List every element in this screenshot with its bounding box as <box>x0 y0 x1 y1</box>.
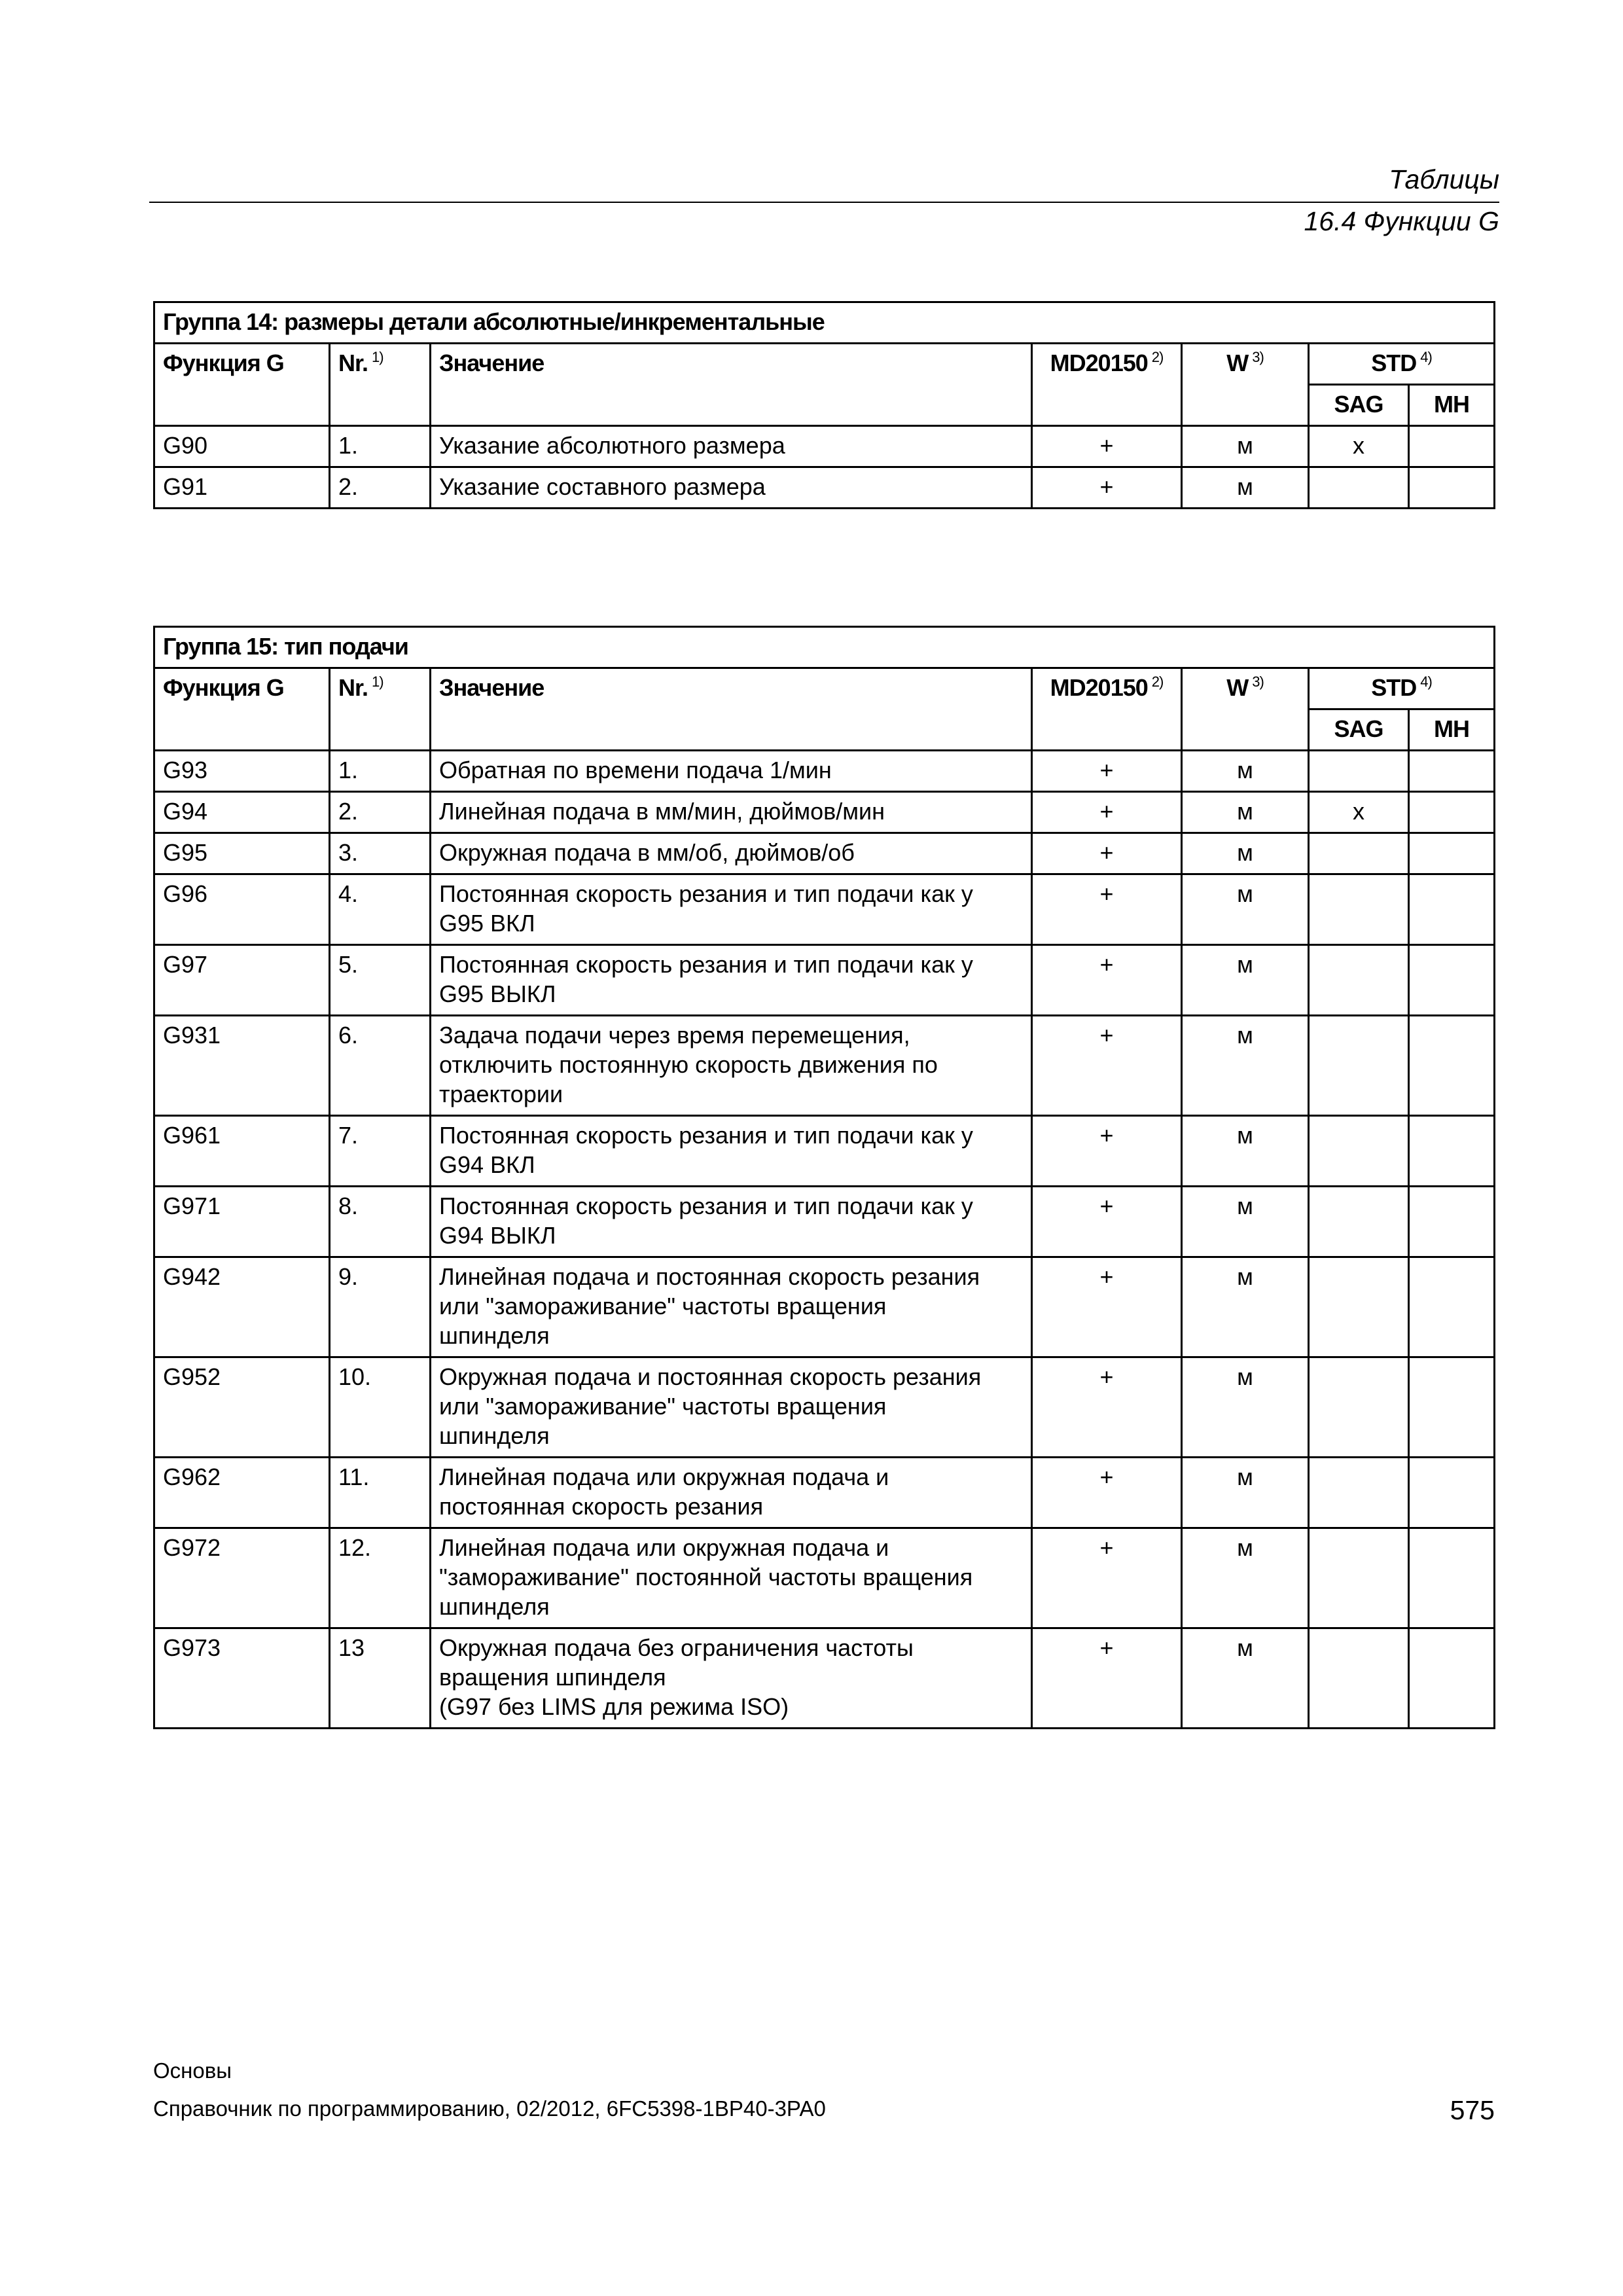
column-header-sag: SAG <box>1309 385 1409 426</box>
cell-md20150: + <box>1032 751 1182 792</box>
meaning-line: траектории <box>439 1081 563 1107</box>
cell-md20150: + <box>1032 833 1182 874</box>
cell-md20150: + <box>1032 1016 1182 1116</box>
cell-meaning <box>431 945 1032 1016</box>
cell-function: G96 <box>154 874 330 945</box>
cell-nr: 13 <box>330 1628 431 1729</box>
cell-nr: 9. <box>330 1257 431 1357</box>
table-row <box>154 1116 1495 1187</box>
cell-nr: 4. <box>330 874 431 945</box>
meaning-line: (G97 без LIMS для режима ISO) <box>439 1693 789 1720</box>
meaning-line: Линейная подача или окружная подача и <box>439 1534 889 1561</box>
meaning-line: Постоянная скорость резания и тип подачи как у <box>439 880 973 907</box>
meaning-line: "замораживание" постоянной частоты вращения <box>439 1564 973 1590</box>
cell-meaning <box>431 833 1032 874</box>
cell-md20150: + <box>1032 792 1182 833</box>
table-title: Группа 15: тип подачи <box>154 627 1495 668</box>
footnote-ref: 3) <box>1252 349 1264 365</box>
meaning-line: Постоянная скорость резания и тип подачи как у <box>439 1193 973 1219</box>
column-header-function: Функция G <box>154 344 330 426</box>
table-row <box>154 467 1495 509</box>
cell-nr: 8. <box>330 1187 431 1257</box>
cell-nr: 2. <box>330 467 431 509</box>
meaning-line: или "замораживание" частоты вращения <box>439 1393 887 1420</box>
meaning-line: G94 ВКЛ <box>439 1151 535 1178</box>
footnote-ref: 2) <box>1151 673 1164 690</box>
cell-sag <box>1309 1116 1409 1187</box>
running-header-subtitle: 16.4 Функции G <box>1304 206 1499 236</box>
cell-nr: 1. <box>330 751 431 792</box>
column-header-w: W $^{3)}$ <box>1182 668 1309 751</box>
cell-mh <box>1409 1357 1495 1458</box>
cell-function: G973 <box>154 1628 330 1729</box>
meaning-line: G94 ВЫКЛ <box>439 1222 556 1249</box>
cell-mh <box>1409 945 1495 1016</box>
cell-w: м <box>1182 1257 1309 1357</box>
meaning-line: шпинделя <box>439 1593 550 1620</box>
cell-w: м <box>1182 751 1309 792</box>
column-header-nr: Nr. $^{1)}$ <box>330 668 431 751</box>
cell-function: G931 <box>154 1016 330 1116</box>
cell-nr: 11. <box>330 1458 431 1528</box>
footer-doc-info: Справочник по программированию, 02/2012, 6FC5398-1BP40-3PA0 <box>153 2096 826 2121</box>
cell-md20150: + <box>1032 1257 1182 1357</box>
cell-sag: x <box>1309 792 1409 833</box>
cell-mh <box>1409 751 1495 792</box>
cell-mh <box>1409 426 1495 467</box>
cell-mh <box>1409 792 1495 833</box>
cell-w: м <box>1182 467 1309 509</box>
table-row <box>154 1528 1495 1628</box>
running-header-title: Таблицы <box>149 160 1499 203</box>
cell-meaning <box>431 792 1032 833</box>
cell-mh <box>1409 1016 1495 1116</box>
cell-sag <box>1309 1016 1409 1116</box>
cell-md20150: + <box>1032 1187 1182 1257</box>
cell-mh <box>1409 1187 1495 1257</box>
cell-w: м <box>1182 1528 1309 1628</box>
footnote-ref: 1) <box>372 673 383 690</box>
cell-meaning <box>431 1116 1032 1187</box>
cell-function: G952 <box>154 1357 330 1458</box>
column-header-sag: SAG <box>1309 709 1409 751</box>
meaning-line: постоянная скорость резания <box>439 1493 764 1520</box>
cell-mh <box>1409 1116 1495 1187</box>
cell-w: м <box>1182 1458 1309 1528</box>
table-row <box>154 1458 1495 1528</box>
cell-md20150: + <box>1032 426 1182 467</box>
meaning-line: Линейная подача или окружная подача и <box>439 1463 889 1490</box>
cell-mh <box>1409 1458 1495 1528</box>
table-title: Группа 14: размеры детали абсолютные/инкрементальные <box>154 302 1495 344</box>
gfunction-table-group-14 <box>153 301 1495 509</box>
cell-meaning: Указание составного размера <box>431 467 1032 509</box>
meaning-line: Задача подачи через время перемещения, <box>439 1022 910 1049</box>
table-row <box>154 874 1495 945</box>
meaning-line: Линейная подача и постоянная скорость резания <box>439 1263 980 1290</box>
meaning-line: Окружная подача без ограничения частоты <box>439 1634 914 1661</box>
column-header-std: STD $^{4)}$ <box>1309 668 1495 709</box>
cell-meaning <box>431 1628 1032 1729</box>
column-header-w: W $^{3)}$ <box>1182 344 1309 426</box>
cell-w: м <box>1182 1357 1309 1458</box>
meaning-line: G95 ВЫКЛ <box>439 980 556 1007</box>
footnote-ref: 1) <box>372 349 383 365</box>
meaning-line: Линейная подача в мм/мин, дюймов/мин <box>439 798 885 825</box>
cell-function: G942 <box>154 1257 330 1357</box>
cell-sag <box>1309 945 1409 1016</box>
table-row <box>154 1187 1495 1257</box>
cell-meaning <box>431 874 1032 945</box>
cell-function: G972 <box>154 1528 330 1628</box>
table-row <box>154 945 1495 1016</box>
cell-w: м <box>1182 426 1309 467</box>
cell-meaning <box>431 1357 1032 1458</box>
cell-w: м <box>1182 874 1309 945</box>
table-row <box>154 751 1495 792</box>
column-header-nr: Nr. $^{1)}$ <box>330 344 431 426</box>
table-row <box>154 833 1495 874</box>
footnote-ref: 4) <box>1420 349 1432 365</box>
column-header-meaning: Значение <box>431 668 1032 751</box>
footnote-ref: 2) <box>1151 349 1164 365</box>
meaning-line: Постоянная скорость резания и тип подачи как у <box>439 951 973 978</box>
cell-meaning <box>431 1016 1032 1116</box>
table-row <box>154 426 1495 467</box>
cell-nr: 1. <box>330 426 431 467</box>
cell-w: м <box>1182 1116 1309 1187</box>
table-row <box>154 1257 1495 1357</box>
footnote-ref: 4) <box>1420 673 1432 690</box>
cell-sag <box>1309 467 1409 509</box>
meaning-line: Обратная по времени подача 1/мин <box>439 757 832 783</box>
meaning-line: Окружная подача в мм/об, дюймов/об <box>439 839 855 866</box>
column-header-std: STD $^{4)}$ <box>1309 344 1495 385</box>
cell-nr: 6. <box>330 1016 431 1116</box>
meaning-line: шпинделя <box>439 1422 550 1449</box>
cell-function: G91 <box>154 467 330 509</box>
cell-function: G971 <box>154 1187 330 1257</box>
cell-md20150: + <box>1032 945 1182 1016</box>
cell-sag: x <box>1309 426 1409 467</box>
cell-md20150: + <box>1032 1458 1182 1528</box>
cell-nr: 3. <box>330 833 431 874</box>
cell-function: G90 <box>154 426 330 467</box>
cell-mh <box>1409 1257 1495 1357</box>
table-row <box>154 792 1495 833</box>
meaning-line: Постоянная скорость резания и тип подачи как у <box>439 1122 973 1149</box>
footnote-ref: 3) <box>1252 673 1264 690</box>
cell-w: м <box>1182 792 1309 833</box>
cell-sag <box>1309 1528 1409 1628</box>
table-row <box>154 1357 1495 1458</box>
cell-md20150: + <box>1032 1528 1182 1628</box>
cell-md20150: + <box>1032 1357 1182 1458</box>
cell-w: м <box>1182 1187 1309 1257</box>
cell-w: м <box>1182 945 1309 1016</box>
cell-sag <box>1309 1628 1409 1729</box>
cell-function: G962 <box>154 1458 330 1528</box>
cell-function: G93 <box>154 751 330 792</box>
column-header-md: MD20150 $^{2)}$ <box>1032 668 1182 751</box>
table-row <box>154 1628 1495 1729</box>
cell-meaning <box>431 1528 1032 1628</box>
cell-w: м <box>1182 1016 1309 1116</box>
column-header-function: Функция G <box>154 668 330 751</box>
footer-book-title: Основы <box>153 2058 232 2083</box>
cell-sag <box>1309 1357 1409 1458</box>
cell-mh <box>1409 833 1495 874</box>
cell-md20150: + <box>1032 1116 1182 1187</box>
cell-function: G95 <box>154 833 330 874</box>
cell-mh <box>1409 1628 1495 1729</box>
cell-meaning <box>431 751 1032 792</box>
cell-w: м <box>1182 833 1309 874</box>
cell-mh <box>1409 874 1495 945</box>
cell-meaning <box>431 1257 1032 1357</box>
meaning-line: отключить постоянную скорость движения по <box>439 1051 938 1078</box>
cell-sag <box>1309 874 1409 945</box>
cell-sag <box>1309 1458 1409 1528</box>
cell-mh <box>1409 1528 1495 1628</box>
cell-meaning <box>431 1187 1032 1257</box>
column-header-mh: MH <box>1409 709 1495 751</box>
cell-sag <box>1309 1187 1409 1257</box>
cell-function: G961 <box>154 1116 330 1187</box>
cell-md20150: + <box>1032 467 1182 509</box>
cell-w: м <box>1182 1628 1309 1729</box>
cell-nr: 10. <box>330 1357 431 1458</box>
cell-nr: 5. <box>330 945 431 1016</box>
column-header-md: MD20150 $^{2)}$ <box>1032 344 1182 426</box>
cell-function: G94 <box>154 792 330 833</box>
column-header-mh: MH <box>1409 385 1495 426</box>
cell-md20150: + <box>1032 874 1182 945</box>
cell-md20150: + <box>1032 1628 1182 1729</box>
cell-sag <box>1309 751 1409 792</box>
table-row <box>154 1016 1495 1116</box>
cell-sag <box>1309 833 1409 874</box>
gfunction-table-group-15 <box>153 626 1495 1729</box>
cell-sag <box>1309 1257 1409 1357</box>
cell-nr: 12. <box>330 1528 431 1628</box>
meaning-line: шпинделя <box>439 1322 550 1349</box>
meaning-line: или "замораживание" частоты вращения <box>439 1293 887 1319</box>
page-number: 575 <box>1450 2095 1495 2125</box>
meaning-line: вращения шпинделя <box>439 1664 666 1691</box>
cell-meaning <box>431 1458 1032 1528</box>
cell-mh <box>1409 467 1495 509</box>
meaning-line: G95 ВКЛ <box>439 910 535 937</box>
cell-nr: 2. <box>330 792 431 833</box>
cell-function: G97 <box>154 945 330 1016</box>
column-header-meaning: Значение <box>431 344 1032 426</box>
cell-nr: 7. <box>330 1116 431 1187</box>
meaning-line: Окружная подача и постоянная скорость резания <box>439 1363 982 1390</box>
cell-meaning: Указание абсолютного размера <box>431 426 1032 467</box>
